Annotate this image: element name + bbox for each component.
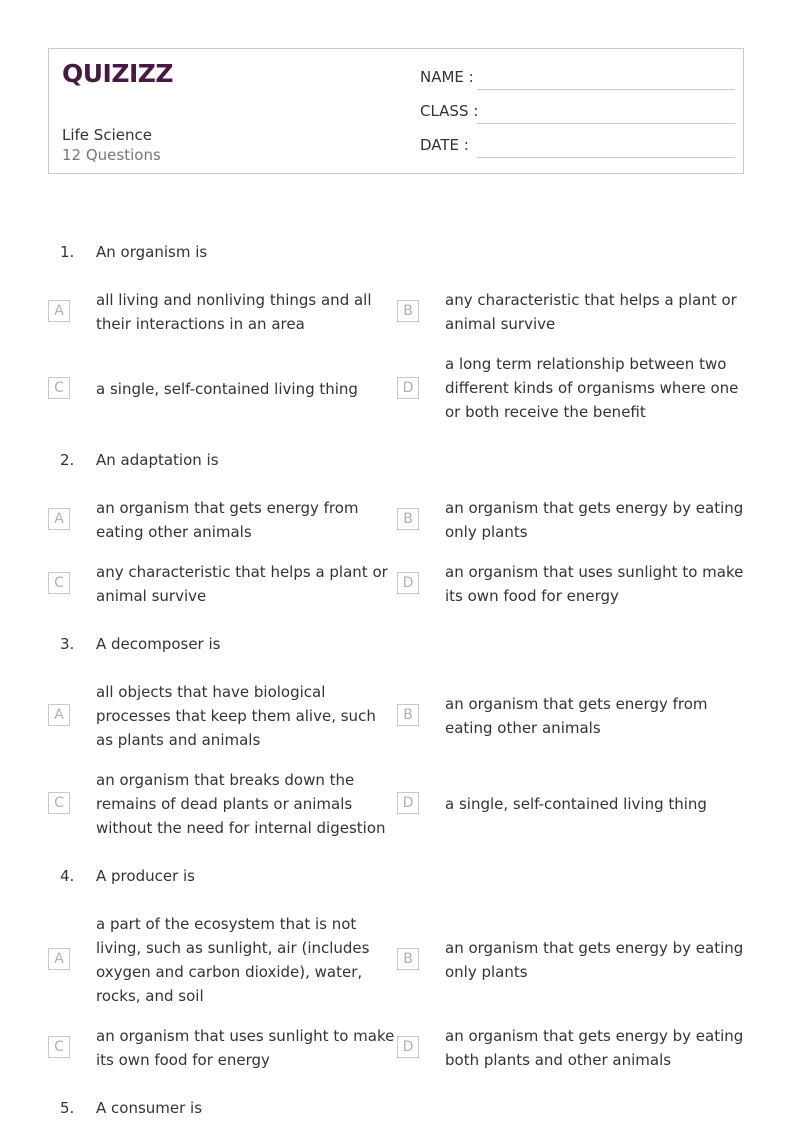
option-box-c[interactable]: C bbox=[48, 792, 70, 814]
question-number: 4. bbox=[60, 867, 75, 885]
worksheet-title: Life Science bbox=[62, 126, 152, 144]
class-field bbox=[420, 100, 735, 124]
question-text: A decomposer is bbox=[96, 635, 221, 653]
name-field bbox=[420, 66, 735, 90]
option-text: a long term relationship between two different kinds of organisms where one or both receive the benefit bbox=[445, 355, 739, 421]
option-text: an organism that gets energy by eating both plants and other animals bbox=[445, 1027, 744, 1069]
option-box-a[interactable]: A bbox=[48, 704, 70, 726]
option-box-d[interactable]: D bbox=[397, 572, 419, 594]
name-line[interactable] bbox=[477, 89, 735, 90]
option-text: an organism that uses sunlight to make its own food for energy bbox=[96, 1027, 395, 1069]
option-text: a single, self-contained living thing bbox=[445, 795, 707, 813]
quizizz-logo: QUIZIZZ bbox=[62, 59, 174, 88]
option-box-b[interactable]: B bbox=[397, 300, 419, 322]
option-text: an organism that gets energy by eating only plants bbox=[445, 499, 744, 541]
option-box-d[interactable]: D bbox=[397, 377, 419, 399]
option-text: an organism that gets energy from eating other animals bbox=[96, 499, 359, 541]
option-box-c[interactable]: C bbox=[48, 1036, 70, 1058]
worksheet-header bbox=[48, 48, 744, 174]
question-text: A producer is bbox=[96, 867, 195, 885]
question-number: 3. bbox=[60, 635, 75, 653]
question-number: 2. bbox=[60, 451, 75, 469]
date-label: DATE : bbox=[420, 136, 469, 154]
name-label: NAME : bbox=[420, 68, 474, 86]
option-text: any characteristic that helps a plant or animal survive bbox=[96, 563, 388, 605]
option-text: any characteristic that helps a plant or animal survive bbox=[445, 291, 737, 333]
option-box-d[interactable]: D bbox=[397, 1036, 419, 1058]
option-text: all objects that have biological processes that keep them alive, such as plants and animals bbox=[96, 683, 376, 749]
question-number: 5. bbox=[60, 1099, 75, 1117]
option-box-d[interactable]: D bbox=[397, 792, 419, 814]
date-field bbox=[420, 134, 735, 158]
option-text: a part of the ecosystem that is not living, such as sunlight, air (includes oxygen and carbon dioxide), water, rocks, and soil bbox=[96, 915, 370, 1005]
option-box-b[interactable]: B bbox=[397, 704, 419, 726]
question-text: An organism is bbox=[96, 243, 208, 261]
option-box-b[interactable]: B bbox=[397, 508, 419, 530]
question-text: A consumer is bbox=[96, 1099, 203, 1117]
class-line[interactable] bbox=[477, 123, 735, 124]
option-box-a[interactable]: A bbox=[48, 300, 70, 322]
option-text: an organism that gets energy from eating other animals bbox=[445, 695, 708, 737]
option-box-a[interactable]: A bbox=[48, 948, 70, 970]
option-text: an organism that gets energy by eating only plants bbox=[445, 939, 744, 981]
option-box-b[interactable]: B bbox=[397, 948, 419, 970]
option-text: all living and nonliving things and all their interactions in an area bbox=[96, 291, 372, 333]
option-text: a single, self-contained living thing bbox=[96, 380, 358, 398]
option-text: an organism that uses sunlight to make its own food for energy bbox=[445, 563, 744, 605]
option-text: an organism that breaks down the remains of dead plants or animals without the need for internal digestion bbox=[96, 771, 386, 837]
question-text: An adaptation is bbox=[96, 451, 219, 469]
class-label: CLASS : bbox=[420, 102, 479, 120]
question-count: 12 Questions bbox=[62, 146, 161, 164]
date-line[interactable] bbox=[477, 157, 735, 158]
option-box-c[interactable]: C bbox=[48, 572, 70, 594]
option-box-c[interactable]: C bbox=[48, 377, 70, 399]
question-number: 1. bbox=[60, 243, 75, 261]
option-box-a[interactable]: A bbox=[48, 508, 70, 530]
